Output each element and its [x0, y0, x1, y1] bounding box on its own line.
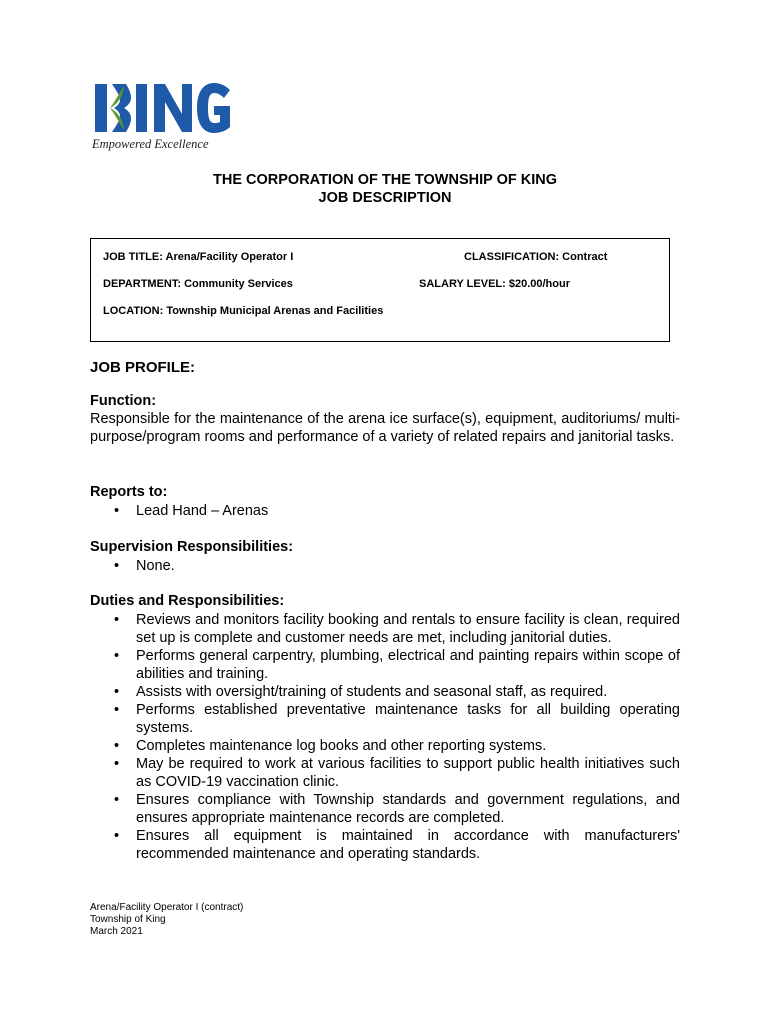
duties-title: Duties and Responsibilities:	[90, 593, 285, 609]
job-title: JOB TITLE: Arena/Facility Operator I	[103, 251, 294, 263]
document-heading: THE CORPORATION OF THE TOWNSHIP OF KING	[213, 172, 557, 188]
duties-list	[90, 611, 680, 863]
list-item: • Completes maintenance log books and other reporting systems.	[114, 738, 547, 754]
footer-line: Township of King	[90, 914, 166, 925]
list-item: • Assists with oversight/training of students and seasonal staff, as required.	[114, 684, 608, 700]
function-text: Responsible for the maintenance of the arena ice surface(s), equipment, auditoriums/ multi-purpose/program rooms and performance of a variety of related repairs and janitorial tasks.	[90, 411, 680, 445]
salary-level: SALARY LEVEL: $20.00/hour	[419, 278, 570, 290]
list-item: • Reviews and monitors facility booking and rentals to ensure facility is clean, required set up is complete and customer needs are met, including janitorial duties.	[114, 612, 680, 646]
list-item: • Ensures compliance with Township standards and government regulations, and ensures appropriate maintenance records are completed.	[114, 792, 680, 826]
function-title: Function:	[90, 393, 157, 409]
document-footer	[90, 902, 243, 938]
reports-to-list	[90, 502, 680, 520]
list-item: • Performs established preventative maintenance tasks for all building operating systems.	[114, 702, 680, 736]
footer-line: Arena/Facility Operator I (contract)	[90, 902, 244, 913]
list-item: • May be required to work at various facilities to support public health initiatives such as COVID-19 vaccination clinic.	[114, 756, 680, 790]
classification: CLASSIFICATION: Contract	[464, 251, 608, 263]
supervision-title: Supervision Responsibilities:	[90, 539, 294, 555]
location: LOCATION: Township Municipal Arenas and Facilities	[103, 305, 384, 317]
list-item: • Lead Hand – Arenas	[114, 503, 269, 519]
list-item: • Performs general carpentry, plumbing, electrical and painting repairs within scope of abilities and training.	[114, 648, 680, 682]
king-wordmark	[90, 78, 240, 138]
logo-tagline: Empowered Excellence	[92, 137, 209, 151]
list-item: • None.	[114, 558, 175, 574]
job-profile-title: JOB PROFILE:	[90, 359, 196, 376]
footer-line: March 2021	[90, 926, 143, 937]
reports-to-title: Reports to:	[90, 484, 168, 500]
job-info-box	[90, 238, 670, 342]
department: DEPARTMENT: Community Services	[103, 278, 293, 290]
supervision-list	[90, 557, 680, 575]
list-item: • Ensures all equipment is maintained in accordance with manufacturers' recommended maintenance and operating standards.	[114, 828, 680, 862]
document-subheading: JOB DESCRIPTION	[318, 190, 452, 206]
